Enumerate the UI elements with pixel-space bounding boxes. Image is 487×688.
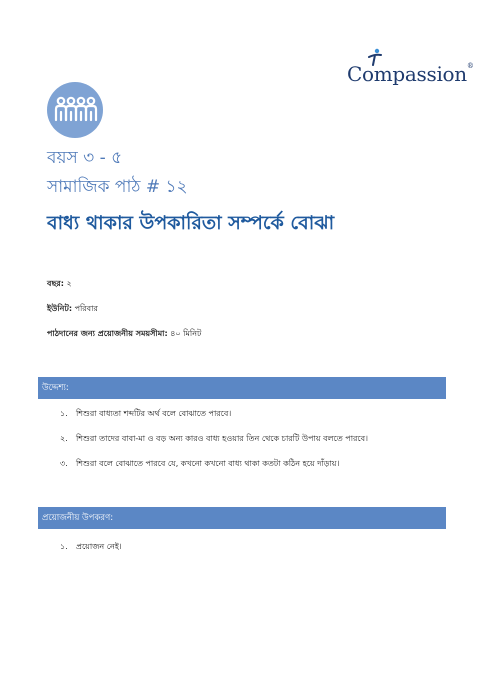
objectives-heading: উদ্দেশ্য: [42, 383, 69, 393]
logo-wordmark: Compassion® [347, 62, 474, 86]
lesson-number: সামাজিক পাঠ # ১২ [47, 177, 188, 197]
unit-value: পরিবার [74, 304, 98, 313]
objectives-heading-bar [38, 377, 446, 399]
time-value: ৪০ মিনিট [170, 329, 202, 338]
year-label: বছর: [47, 279, 64, 288]
materials-heading-bar [38, 507, 446, 529]
time-label: পাঠদানের জন্য প্রয়োজনীয় সময়সীমা: [47, 329, 168, 338]
unit-label: ইউনিট: [47, 304, 73, 313]
compassion-logo [343, 48, 474, 88]
material-item: ১. প্রয়োজন নেই। [60, 542, 122, 551]
objective-item: ১. শিশুরা বাধ্যতা শব্দটির অর্থ বলে বোঝাতে পারবে। [60, 409, 232, 418]
objective-item: ৩. শিশুরা বলে বোঝাতে পারবে যে, কখনো কখনো বাধ্য থাকা কতটা কঠিন হয়ে দাঁড়ায়। [60, 459, 340, 468]
time-line [47, 328, 201, 341]
lesson-title: বাধ্য থাকার উপকারিতা সম্পর্কে বোঝা [47, 212, 335, 234]
materials-heading: প্রয়োজনীয় উপকরণ: [42, 513, 114, 523]
unit-line [47, 303, 98, 316]
objective-item: ২. শিশুরা তাদের বাবা-মা ও বড় অন্য কারও বাধ্য হওয়ার তিন থেকে চারটি উপায় বলতে পারবে। [60, 434, 368, 443]
age-group-children-icon [47, 82, 103, 138]
year-line [47, 278, 72, 291]
age-range: বয়স ৩ - ৫ [47, 148, 123, 168]
year-value: ২ [66, 279, 72, 288]
